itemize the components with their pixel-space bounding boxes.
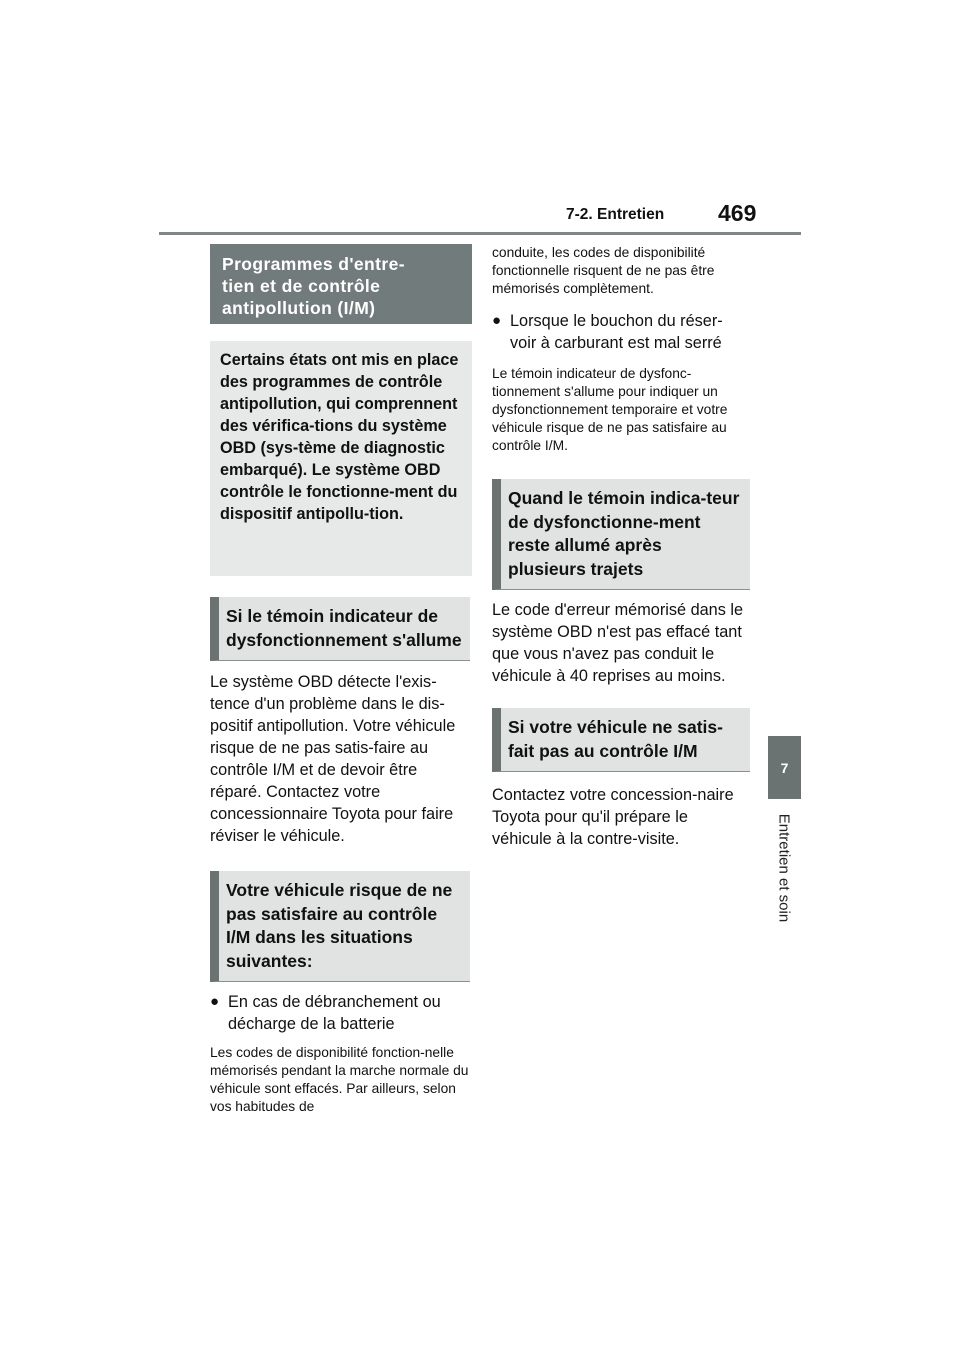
heading-warning-light: Si le témoin indicateur de dysfonctionnement s'allume [210,597,470,661]
heading-fails-test: Si votre véhicule ne satis-fait pas au contrôle I/M [492,708,750,772]
bullet-dot: ● [492,312,502,329]
bullet-dot: ● [210,993,220,1010]
paragraph-contact-dealer: Contactez votre concession-naire Toyota pour qu'il prépare le véhicule à la contre-visite. [492,786,734,848]
heading-may-fail: Votre véhicule risque de ne pas satisfaire au contrôle I/M dans les situations suivantes: [210,871,470,982]
chapter-tab-number: 7 [780,759,789,776]
note-readiness-codes: Les codes de disponibilité fonction-nelle mémorisés pendant la marche normale du véhicule sont effacés. Par ailleurs, selon vos habitudes de [210,1045,469,1114]
heading-light-stays-on: Quand le témoin indica-teur de dysfonctionne-ment reste allumé après plusieurs trajets [492,479,750,590]
left-column [210,244,472,1116]
bullet-fuel-cap-text: Lorsque le bouchon du réser-voir à carburant est mal serré [510,312,723,352]
intro-box: Certains états ont mis en place des programmes de contrôle antipollution, qui comprennent des vérifica-tions du système OBD (sys-tème de diagnostic embarqué). Le système OBD contrôle le fonctionne-ment du dispositif antipollu-tion. [210,341,472,576]
right-column [492,244,752,850]
note-temporary-malfunction: Le témoin indicateur de dysfonc-tionnement s'allume pour indiquer un dysfonctionnement temporaire et votre véhicule risque de ne pas satisfaire au contrôle I/M. [492,366,728,453]
chapter-tab-label: Entretien et soin [775,813,793,923]
chapter-tab [768,736,801,799]
bullet-fuel-cap [492,310,748,354]
main-title: Programmes d'entre- tien et de contrôle antipollution (I/M) [210,244,472,324]
page-number: 469 [718,200,757,226]
bullet-battery [210,991,472,1035]
header-rule [159,232,801,235]
paragraph-obd-detects: Le système OBD détecte l'exis-tence d'un problème dans le dis-positif antipollution. Votre véhicule risque de ne pas satis-faire au contrôle I/M et de devoir être réparé. Contactez votre concessionnaire Toyota pour faire réviser le véhicule. [210,673,456,845]
paragraph-error-code: Le code d'erreur mémorisé dans le système OBD n'est pas effacé tant que vous n'avez pas conduit le véhicule à 40 reprises au moins. [492,601,744,685]
bullet-battery-text: En cas de débranchement ou décharge de la batterie [228,993,441,1033]
note-readiness-codes-cont: conduite, les codes de disponibilité fonctionnelle risquent de ne pas être mémorisés complètement. [492,245,715,296]
header-section-title: 7-2. Entretien [566,206,665,223]
